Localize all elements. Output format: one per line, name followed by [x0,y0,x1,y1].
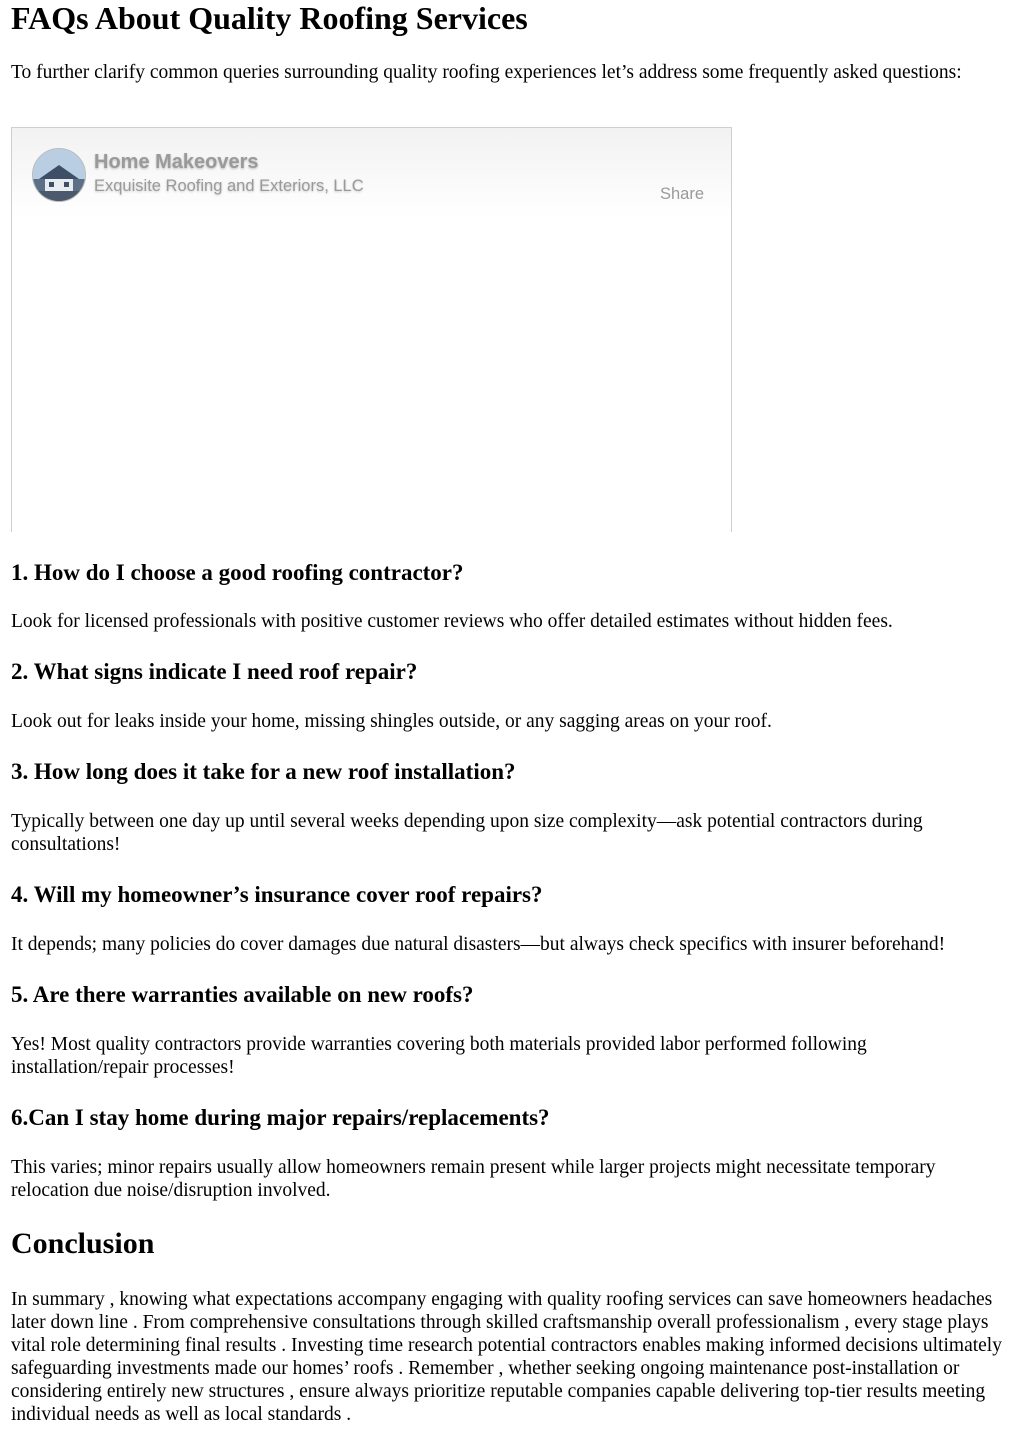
intro-paragraph: To further clarify common queries surrounding quality roofing experiences let’s address some frequently asked questions: [11,62,962,83]
video-embed[interactable] [11,127,732,532]
faq-question: 3. How long does it take for a new roof installation? [11,759,516,784]
faq-answer: Look for licensed professionals with positive customer reviews who offer detailed estimates without hidden fees. [11,611,893,632]
faq-answer: Yes! Most quality contractors provide warranties covering both materials provided labor performed following installation/repair processes! [11,1034,867,1078]
page-title: FAQs About Quality Roofing Services [11,0,528,36]
faq-question: 2. What signs indicate I need roof repair? [11,659,418,684]
faq-question: 6.Can I stay home during major repairs/replacements? [11,1105,550,1130]
faq-question: 5. Are there warranties available on new roofs? [11,982,474,1007]
faq-answer: This varies; minor repairs usually allow homeowners remain present while larger projects might necessitate temporary relocation due noise/disruption involved. [11,1157,936,1201]
conclusion-paragraph: In summary , knowing what expectations accompany engaging with quality roofing services can save homeowners headaches later down line . From comprehensive consultations through skilled craftsmanship overall professionalism , every stage plays vital role determining final results . Investing time research potential contractors enables making informed decisions ultimately safeguarding investments made our homes’ roofs . Remember , whether seeking ongoing maintenance post-installation or considering entirely new structures , ensure always prioritize reputable companies capable delivering top-tier results meeting individual needs as well as local standards . [11,1289,1002,1425]
faq-question: 1. How do I choose a good roofing contractor? [11,560,464,585]
faq-answer: Typically between one day up until several weeks depending upon size complexity—ask potential contractors during consultations! [11,811,923,855]
share-button[interactable]: Share [660,185,705,203]
company-logo-icon[interactable] [32,148,86,202]
faq-answer: It depends; many policies do cover damages due natural disasters—but always check specifics with insurer beforehand! [11,934,946,955]
channel-subtitle[interactable]: Exquisite Roofing and Exteriors, LLC [94,177,364,195]
faq-answer: Look out for leaks inside your home, missing shingles outside, or any sagging areas on your roof. [11,711,772,732]
faq-question: 4. Will my homeowner’s insurance cover roof repairs? [11,882,543,907]
conclusion-heading: Conclusion [11,1227,155,1260]
channel-title[interactable]: Home Makeovers [94,151,259,173]
